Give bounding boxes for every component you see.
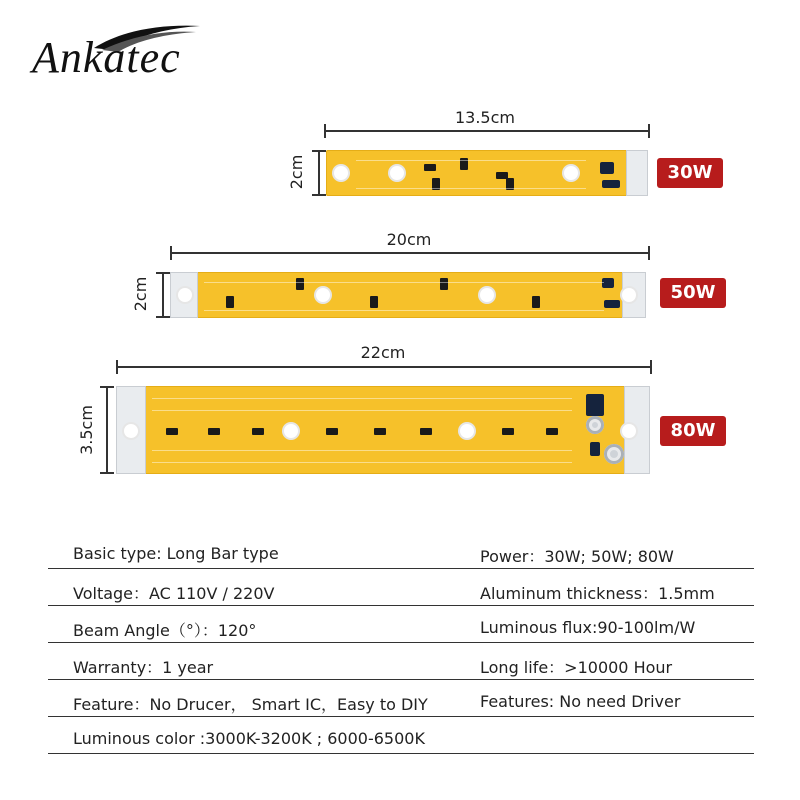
mounting-hole xyxy=(480,288,494,302)
mounting-hole xyxy=(564,166,578,180)
driver-ic xyxy=(602,278,614,288)
spec-warranty: Warranty：1 year xyxy=(73,658,214,677)
aluminum-end xyxy=(626,150,648,196)
spec-beam-angle: Beam Angle（°）：120° xyxy=(73,621,257,640)
brand-logo xyxy=(32,22,212,92)
power-badge-80w: 80W xyxy=(660,416,726,446)
length-dimension-80w xyxy=(116,360,652,374)
mounting-hole xyxy=(316,288,330,302)
driver-ic xyxy=(602,180,620,188)
led-chip xyxy=(532,296,540,308)
led-chip xyxy=(370,296,378,308)
led-chip xyxy=(166,428,178,435)
spec-row xyxy=(48,532,754,569)
driver-ic xyxy=(600,162,614,174)
spec-row xyxy=(48,717,754,754)
led-chip xyxy=(208,428,220,435)
led-chip xyxy=(226,296,234,308)
length-dimension-50w xyxy=(170,246,650,260)
spec-aluminum-thickness: Aluminum thickness：1.5mm xyxy=(480,584,715,603)
power-badge-30w: 30W xyxy=(657,158,723,188)
spec-row xyxy=(48,606,754,643)
width-label-30w: 2cm xyxy=(287,154,306,190)
led-chip xyxy=(326,428,338,435)
led-board-50w xyxy=(170,272,646,318)
power-badge-50w: 50W xyxy=(660,278,726,308)
led-chip xyxy=(252,428,264,435)
capacitor xyxy=(586,416,604,434)
length-dimension-30w xyxy=(324,124,650,138)
length-label-50w: 20cm xyxy=(386,230,432,249)
spec-row xyxy=(48,643,754,680)
spec-row xyxy=(48,569,754,606)
led-chip xyxy=(296,278,304,290)
mounting-hole xyxy=(284,424,298,438)
spec-luminous-color: Luminous color :3000K-3200K ; 6000-6500K xyxy=(73,729,425,748)
driver-ic xyxy=(604,300,620,308)
mounting-hole xyxy=(622,424,636,438)
driver-ic xyxy=(590,442,600,456)
mounting-hole xyxy=(622,288,636,302)
spec-voltage: Voltage：AC 110V / 220V xyxy=(73,584,275,603)
width-dimension-80w xyxy=(100,386,114,474)
capacitor xyxy=(604,444,624,464)
spec-luminous-flux: Luminous flux:90-100lm/W xyxy=(480,618,696,637)
spec-feature: Feature：No Drucer， Smart IC，Easy to DIY xyxy=(73,695,428,714)
width-dimension-30w xyxy=(312,150,326,196)
mounting-hole xyxy=(334,166,348,180)
led-chip xyxy=(546,428,558,435)
led-chip xyxy=(374,428,386,435)
width-dimension-50w xyxy=(156,272,170,318)
spec-basic-type: Basic type: Long Bar type xyxy=(73,544,279,563)
led-chip xyxy=(424,164,436,171)
brand-name: Ankatec xyxy=(32,33,181,82)
led-board-80w xyxy=(116,386,650,474)
spec-long-life: Long life：>10000 Hour xyxy=(480,658,673,677)
spec-power: Power：30W; 50W; 80W xyxy=(480,547,674,566)
width-label-50w: 2cm xyxy=(131,276,150,312)
led-chip xyxy=(420,428,432,435)
mounting-hole xyxy=(124,424,138,438)
mounting-hole xyxy=(390,166,404,180)
led-board-30w xyxy=(326,150,648,196)
mounting-hole xyxy=(460,424,474,438)
mounting-hole xyxy=(178,288,192,302)
length-label-30w: 13.5cm xyxy=(454,108,515,127)
length-label-80w: 22cm xyxy=(360,343,406,362)
led-chip xyxy=(502,428,514,435)
led-chip xyxy=(440,278,448,290)
driver-ic xyxy=(586,394,604,416)
width-label-80w: 3.5cm xyxy=(77,405,96,455)
spec-features-driver: Features: No need Driver xyxy=(480,692,681,711)
spec-row xyxy=(48,680,754,717)
